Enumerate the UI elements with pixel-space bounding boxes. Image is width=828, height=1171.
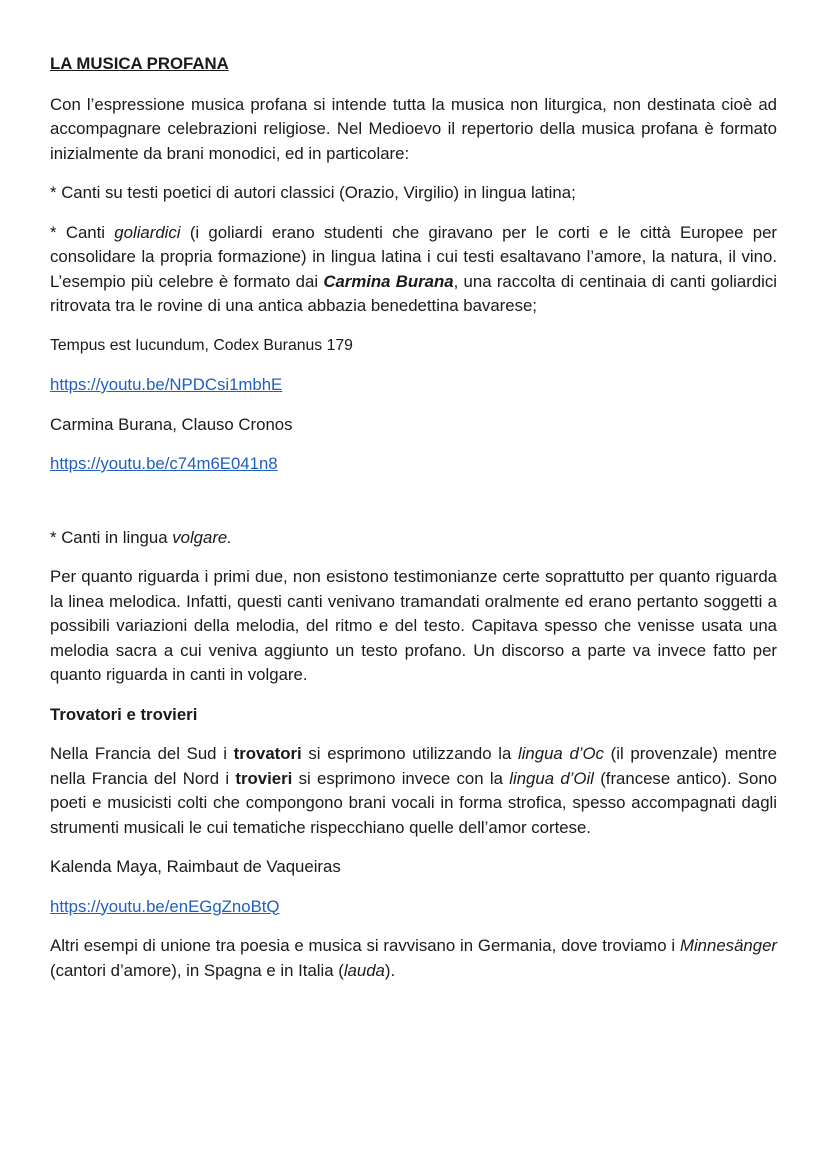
trovieri-term: trovieri [235,768,293,788]
other-examples-text-1: Altri esempi di unione tra poesia e musica si ravvisano in Germania, dove troviamo i [50,936,680,955]
lingua-oc-term: lingua d’Oc [517,744,604,763]
carmina-burana-term: Carmina Burana [323,271,454,291]
volgare-term: volgare. [172,527,232,547]
page-title: LA MUSICA PROFANA [50,54,229,73]
trovatori-text-1: Nella Francia del Sud i [50,744,234,763]
youtube-link-2[interactable]: https://youtu.be/c74m6E041n8 [50,454,278,473]
example-caption-3: Kalenda Maya, Raimbaut de Vaqueiras [50,857,341,876]
example-caption-2: Carmina Burana, Clauso Cronos [50,414,293,434]
other-examples-text-2: (cantori d’amore), in Spagna e in Italia ( [50,960,344,980]
lingua-oil-term: lingua d’Oil [509,768,594,788]
lauda-term: lauda [343,960,385,980]
example-link-paragraph-3 [50,895,777,920]
trovatori-term: trovatori [233,744,302,763]
trovatori-text-4: si esprimono invece con la [292,768,510,788]
intro-paragraph: Con l’espressione musica profana si intende tutta la musica non liturgica, non destinata cioè ad accompagnare celebrazioni religiose. Nel Medioevo il repertorio della musica profana è formato inizialmente da brani monodici, ed in particolare: [50,94,777,163]
bullet-goliardic-prefix: * Canti [50,222,115,242]
transmission-paragraph: Per quanto riguarda i primi due, non esistono testimonianze certe soprattutto per quanto riguarda la linea melodica. Infatti, questi canti venivano tramandati oralmente ed erano pertanto soggetti a possibili variazioni della melodia, del ritmo e del testo. Capitava spesso che venisse usata una melodia sacra a cui veniva aggiunto un testo profano. Un discorso a parte va invece fatto per quanto riguarda in canti in volgare. [50,567,777,684]
section-heading-trovatori: Trovatori e trovieri [50,704,198,724]
youtube-link-1[interactable]: https://youtu.be/NPDCsi1mbhE [50,375,283,394]
bullet-goliardic-suffix: , una raccolta di centinaia di canti goliardici ritrovata tra le rovine di una antica abbazia benedettina bavarese; [50,271,778,315]
blank-spacer [50,492,777,526]
bullet-goliardic-songs [50,221,777,319]
goliardici-term: goliardici [114,222,181,242]
youtube-link-3[interactable]: https://youtu.be/enEGgZnoBtQ [50,896,280,916]
trovatori-paragraph [50,742,777,840]
minnesanger-term: Minnesänger [679,936,777,955]
bullet-vernacular-prefix: * Canti in lingua [50,527,173,547]
trovatori-text-5: (francese antico). Sono poeti e musicisti colti che compongono brani vocali in forma strofica, spesso accompagnati dagli strumenti musicali le cui tematiche rispecchiano quelle dell’amor cortese. [50,768,777,837]
bullet-classical-songs: * Canti su testi poetici di autori classici (Orazio, Virgilio) in lingua latina; [50,183,576,202]
bullet-goliardic-middle: (i goliardi erano studenti che giravano per le corti e le città Europee per consolidare la propria formazione) in lingua latina i cui testi esaltavano l’amore, la natura, il vino. L’esempio più celebre è formato dai [50,222,778,291]
trovatori-text-2: si esprimono utilizzando la [301,744,518,763]
other-examples-paragraph [50,934,777,983]
example-link-paragraph-1 [50,373,777,398]
example-link-paragraph-2 [50,452,777,477]
bullet-vernacular-songs [50,526,777,551]
trovatori-text-3: (il provenzale) mentre nella Francia del Nord i [50,744,777,788]
document-body [50,52,777,998]
example-caption-1: Tempus est Iucundum, Codex Buranus 179 [50,336,353,354]
other-examples-text-3: ). [384,960,396,980]
